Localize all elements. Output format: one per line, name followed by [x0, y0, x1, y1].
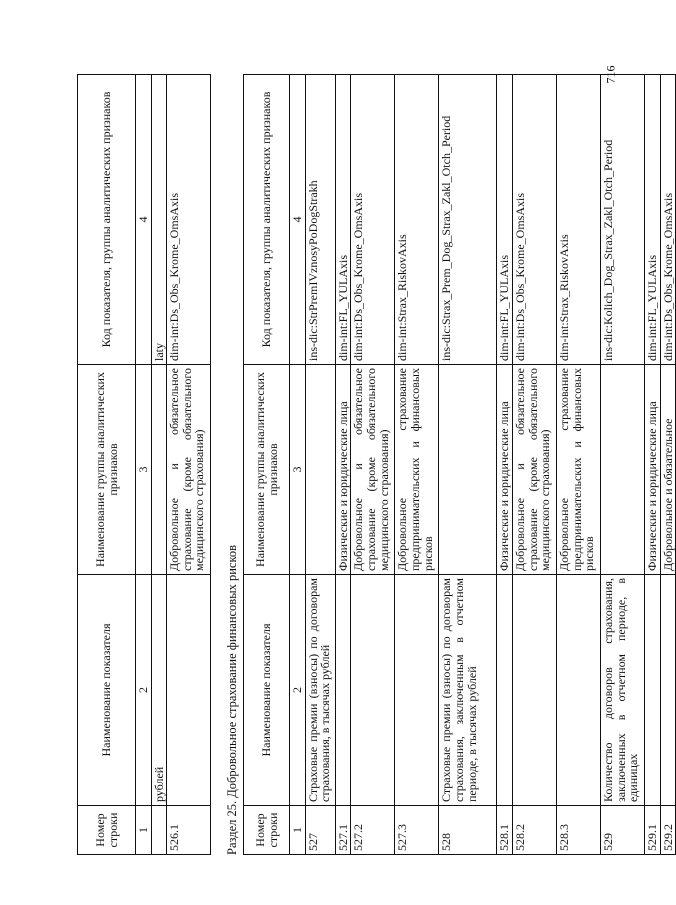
table-row: 528.2 Добровольное и обязательное страхование (кроме обязательного медицинского страхования) dim-int:Ds_Obs_Krome_OmsAxis [512, 75, 556, 855]
table-row: 527.2 Добровольное и обязательное страхование (кроме обязательного медицинского страхования) dim-int:Ds_Obs_Krome_OmsAxis [351, 75, 395, 855]
table-row: 527 Страховые премии (взносы) по договорам страхования, в тысячах рублей ins-dic:StrPremIVznosyPoDogStrakh [305, 75, 335, 855]
col-number-2: 2 [136, 575, 152, 806]
table-section-25 [243, 74, 676, 855]
table-row: 529 Количество договоров страхования, заключенных в отчетном периоде, в единицах ins-dic:Kolich_Dog_Strax_Zakl_Otch_Period [600, 75, 644, 855]
table-row: 527.3 Добровольное страхование предпринимательских и финансовых рисков dim-int:Strax_RiskovAxis [395, 75, 439, 855]
header-indicator-name: Наименование показателя [78, 575, 136, 806]
col-number-1: 1 [136, 806, 152, 855]
table-row: 528 Страховые премии (взносы) по договорам страхования, заключенным в отчетном периоде, в тысячах рублей ins-dic:Strax_Prem_Dog_Strax_Zakl_Otch_Period [439, 75, 497, 855]
table-row: 526.1 Добровольное и обязательное страхование (кроме обязательного медицинского страхования) dim-int:Ds_Obs_Krome_OmsAxis [167, 75, 211, 855]
rotated-content [77, 75, 675, 855]
header-group-name: Наименование группы аналитических признаков [78, 365, 136, 575]
table-continuation [77, 74, 211, 855]
table-number-row [136, 75, 152, 855]
header-row-number: Номер строки [244, 806, 290, 855]
col-number-1: 1 [290, 806, 306, 855]
table-row: 529.2 Добровольное и обязательное dim-int:Ds_Obs_Krome_OmsAxis [660, 75, 676, 855]
table-row: 529.1 Физические и юридические лица dim-int:FL_YULAxis [644, 75, 660, 855]
col-number-4: 4 [290, 75, 306, 365]
section-title: Раздел 25. Добровольное страхование финансовых рисков [225, 544, 240, 855]
header-row-number: Номер строки [78, 806, 136, 855]
col-number-3: 3 [290, 365, 306, 575]
header-indicator-name: Наименование показателя [244, 575, 290, 806]
table-row: 527.1 Физические и юридические лица dim-int:FL_YULAxis [335, 75, 351, 855]
col-number-3: 3 [136, 365, 152, 575]
header-group-name: Наименование группы аналитических признаков [244, 365, 290, 575]
table-row: 528.3 Добровольное страхование предпринимательских и финансовых рисков dim-int:Strax_RiskovAxis [556, 75, 600, 855]
table-row: рублей laty [151, 75, 167, 855]
header-code: Код показателя, группы аналитических признаков [244, 75, 290, 365]
table-row: 528.1 Физические и юридические лица dim-int:FL_YULAxis [497, 75, 513, 855]
col-number-4: 4 [136, 75, 152, 365]
table-header-row [78, 75, 136, 855]
page-number: 716 [603, 65, 618, 84]
table-header-row [244, 75, 290, 855]
table-number-row [290, 75, 306, 855]
header-code: Код показателя, группы аналитических признаков [78, 75, 136, 365]
col-number-2: 2 [290, 575, 306, 806]
